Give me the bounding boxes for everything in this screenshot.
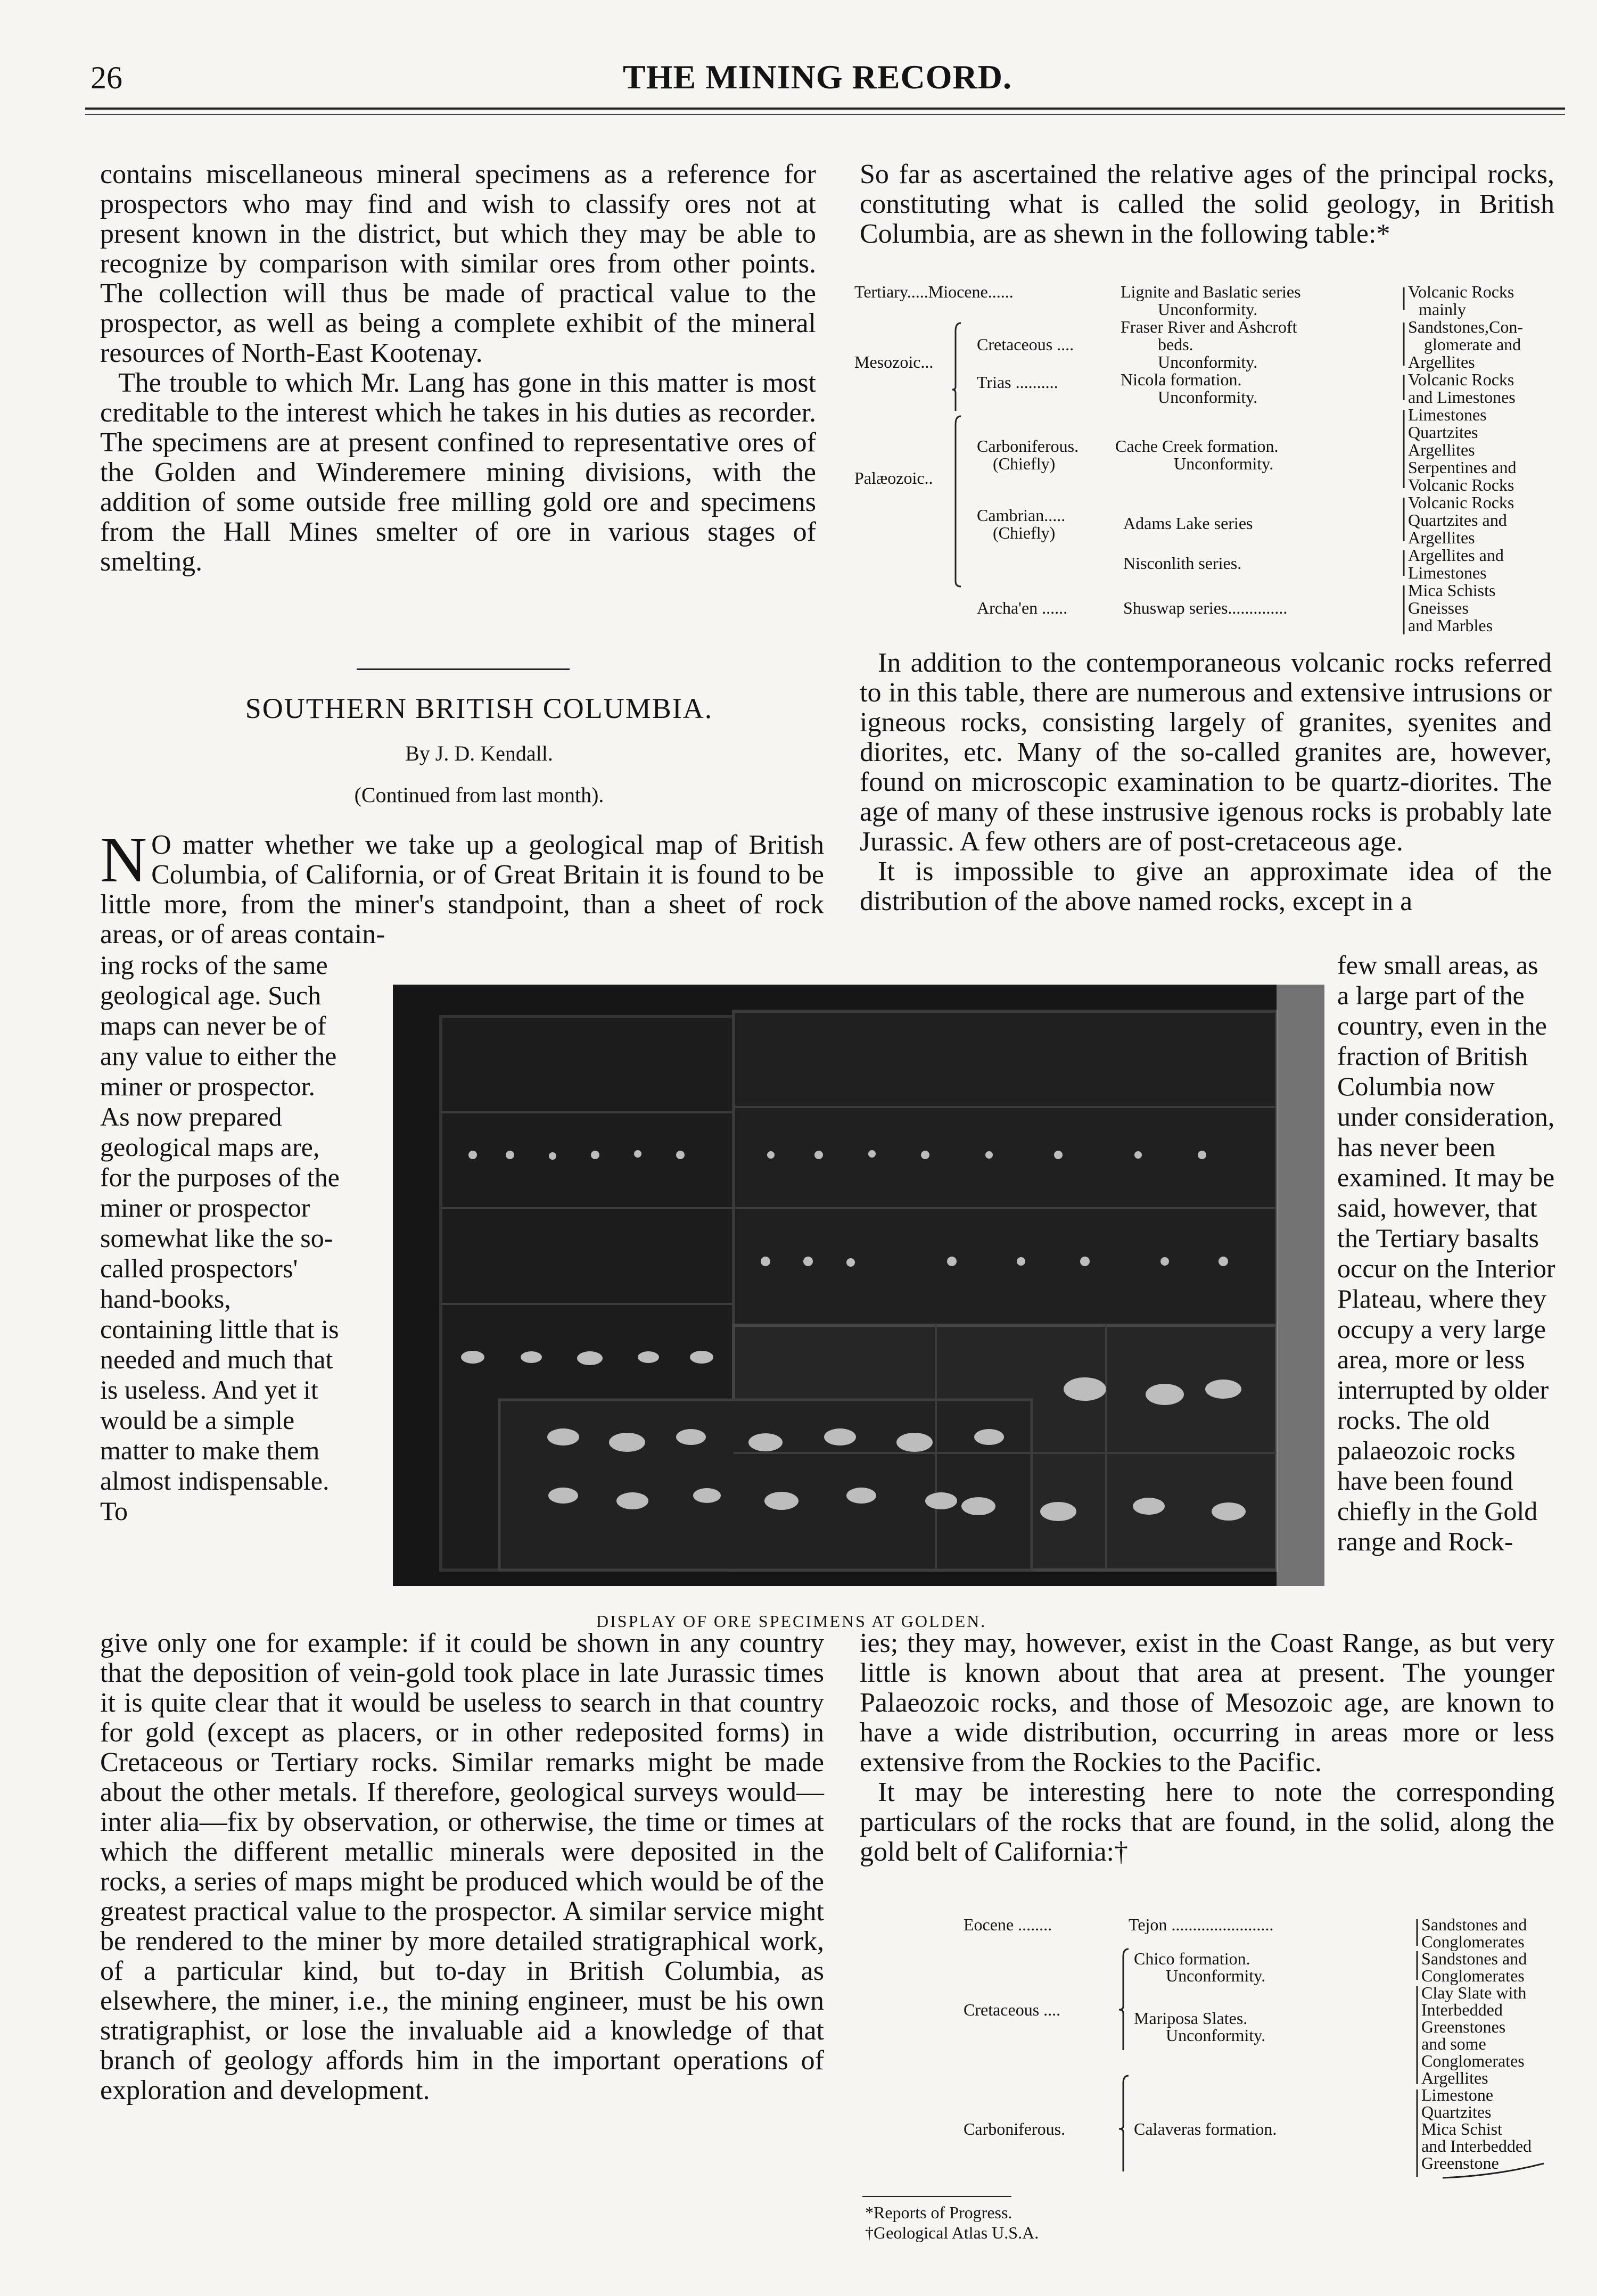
header-rule-thin <box>85 114 1565 115</box>
table-cell: Mariposa Slates. <box>1134 2009 1248 2028</box>
table-cell: Unconformity. <box>1174 454 1274 473</box>
footnote: *Reports of Progress. <box>865 2203 1012 2222</box>
table-cell: glomerate and <box>1424 335 1521 354</box>
geology-table-bc <box>854 283 1557 645</box>
table-cell: Conglomerates <box>1421 1932 1525 1951</box>
table-cell: Interbedded <box>1421 2000 1503 2019</box>
right-para-3 <box>860 1629 1554 1867</box>
paragraph: In addition to the contemporaneous volcanic rocks referred to in this table, there are numerous and extensive intrusions or igneous rocks, consisting largely of granites, syenites and diorites, etc. Many of the so-called granites are, however, found on microscopic examination to be quartz-diorites. The age of many of these instrusive igenous rocks is probably late Jurassic. A few others are of post-cretaceous age. <box>860 648 1552 857</box>
paragraph: The trouble to which Mr. Lang has gone in this matter is most creditable to the interest which he takes in his duties as recorder. The specimens are at present confined to representative ores of the Golden and Winderemere mining divisions, with the addition of some outside free milling gold ore and specimens from the Hall Mines smelter of ore in various stages of smelting. <box>100 368 816 577</box>
paragraph: It is impossible to give an approximate idea of the distribution of the above named rocks, except in a <box>860 856 1552 916</box>
table-cell: (Chiefly) <box>993 523 1056 542</box>
paragraph: It may be interesting here to note the corresponding particulars of the rocks that are found, in the solid, along the gold belt of California:† <box>860 1777 1554 1867</box>
table-cell: Conglomerates <box>1421 1966 1525 1985</box>
table-cell: Lignite and Baslatic series <box>1121 282 1301 301</box>
table-cell: Shuswap series.............. <box>1123 598 1288 617</box>
table-cell: Quartzites <box>1408 423 1478 442</box>
article-intro <box>100 824 824 949</box>
table-cell: Nicola formation. <box>1121 370 1242 389</box>
table-cell: Argellites <box>1408 440 1475 459</box>
table-cell: Unconformity. <box>1158 387 1258 407</box>
table-cell: Mesozoic... <box>854 352 934 371</box>
table-cell: Limestones <box>1408 405 1487 424</box>
table-cell: Carboniferous. <box>964 2119 1066 2138</box>
right-para-2 <box>860 648 1552 916</box>
table-cell: Mica Schist <box>1421 2119 1502 2138</box>
table-cell: Limestone <box>1421 2085 1494 2104</box>
drop-cap: N <box>100 824 147 896</box>
table-cell: Serpentines and <box>1408 458 1517 477</box>
narrow-left-column: ing rocks of the same geological age. Such maps can never be of any value to either the miner or prospector. As now prepared geological maps are, for the purposes of the miner or prospector somewhat like the so-called prospectors' hand-books, containing little that is needed and much that is useless. And yet it would be a simple matter to make them almost indispensable. To <box>100 950 340 1526</box>
table-cell: Argellites and <box>1408 546 1504 565</box>
table-brace-lines <box>964 1916 1560 2193</box>
footnotes <box>865 2202 1039 2243</box>
article-byline: By J. D. Kendall. <box>405 741 553 765</box>
left-column-top <box>100 160 816 577</box>
table-cell: Greenstone <box>1421 2153 1499 2173</box>
table-cell: Unconformity. <box>1158 300 1258 319</box>
table-cell: Sandstones and <box>1421 1949 1527 1968</box>
table-cell: Clay Slate with <box>1421 1983 1527 2002</box>
table-cell: Cache Creek formation. <box>1115 436 1279 456</box>
page-number: 26 <box>90 60 122 95</box>
table-cell: Fraser River and Ashcroft <box>1121 317 1297 336</box>
table-cell: Adams Lake series <box>1123 514 1253 533</box>
table-cell: Cretaceous .... <box>964 2000 1061 2019</box>
table-cell: Volcanic Rocks <box>1408 475 1514 494</box>
intro-text: O matter whether we take up a geological map of British Columbia, of California, or of Great Britain it is found to be little more, from the miner's standpoint, than a sheet of rock areas, or of areas contain- <box>100 830 824 949</box>
paragraph: contains miscellaneous mineral specimens as a reference for prospectors who may find and wish to classify ores not at present known in the district, but which they may be able to recognize by comparison with similar ores from other points. The collection will thus be made of practical value to the prospector, as well as being a complete exhibit of the mineral resources of North-East Kootenay. <box>100 159 816 368</box>
table-cell: Calaveras formation. <box>1134 2119 1277 2138</box>
table-cell: Limestones <box>1408 563 1487 582</box>
article-heading: SOUTHERN BRITISH COLUMBIA. <box>245 692 713 724</box>
masthead-title: THE MINING RECORD. <box>623 58 1012 96</box>
section-divider <box>357 668 570 670</box>
header-rule <box>85 108 1565 110</box>
table-cell: Mica Schists <box>1408 581 1496 600</box>
table-cell: Palæozoic.. <box>854 468 933 488</box>
table-cell: Carboniferous. <box>977 436 1079 456</box>
table-cell: Argellites <box>1408 352 1475 371</box>
table-cell: Sandstones,Con- <box>1408 317 1523 336</box>
ore-display-photo <box>393 985 1324 1586</box>
table-cell: Archa'en ...... <box>977 598 1068 617</box>
left-column-bottom: give only one for example: if it could be shown in any country that the deposition of vein-gold took place in late Jurassic times it is quite clear that it would be useless to search in that country for gold (except as placers, or in other redeposited forms) in Cretaceous or Tertiary rocks. Similar remarks might be made about the other metals. If therefore, geological surveys would—inter alia—fix by observation, or otherwise, the time or times at which the different metallic minerals were deposited in the rocks, a series of maps might be produced which would be of the greatest practical value to the prospector. A similar service might be rendered to the miner by more detailed stratigraphical work, of a particular kind, but to-day in British Columbia, as elsewhere, the miner, i.e., the mining engineer, must be his own stratigraphist, or lose the invaluable aid a knowledge of that branch of geology affords him in the important operations of exploration and development. <box>100 1628 824 2105</box>
table-cell: and Marbles <box>1408 616 1493 635</box>
table-cell: Argellites <box>1421 2068 1488 2087</box>
table-cell: Volcanic Rocks <box>1408 370 1514 389</box>
table-cell: Volcanic Rocks <box>1408 282 1514 301</box>
table-cell: Unconformity. <box>1166 1966 1266 1985</box>
table-cell: and Interbedded <box>1421 2136 1532 2155</box>
paragraph: ies; they may, however, exist in the Coast Range, as but very little is known about that area at present. The younger Palaeozoic rocks, and those of Mesozoic age, are known to have a wide distribution, occurring in areas more or less extensive from the Rockies to the Pacific. <box>860 1628 1554 1778</box>
table-cell: Nisconlith series. <box>1123 554 1242 573</box>
table-cell: Eocene ........ <box>964 1915 1052 1934</box>
table-cell: and some <box>1421 2034 1486 2053</box>
footnote-rule <box>862 2196 1011 2197</box>
table-cell: Cambrian..... <box>977 506 1066 525</box>
right-intro: So far as ascertained the relative ages of the principal rocks, constituting what is called the solid geology, in British Columbia, are as shewn in the following table:* <box>860 159 1554 249</box>
table-cell: Argellites <box>1408 528 1475 547</box>
table-brace-lines <box>854 283 1557 645</box>
table-cell: Chico formation. <box>1134 1949 1250 1968</box>
table-cell: Conglomerates <box>1421 2051 1525 2070</box>
table-cell: and Limestones <box>1408 387 1516 407</box>
table-cell: Volcanic Rocks <box>1408 493 1514 512</box>
continued-note: (Continued from last month). <box>354 783 604 807</box>
table-cell: Cretaceous .... <box>977 335 1074 354</box>
table-cell: mainly <box>1419 300 1466 319</box>
photo-illustration <box>393 985 1324 1586</box>
footnote: †Geological Atlas U.S.A. <box>865 2223 1039 2242</box>
table-cell: Trias .......... <box>977 373 1058 392</box>
table-cell: beds. <box>1158 335 1193 354</box>
table-cell: Tertiary.....Miocene...... <box>854 282 1014 301</box>
photo-caption: DISPLAY OF ORE SPECIMENS AT GOLDEN. <box>596 1612 987 1631</box>
table-cell: (Chiefly) <box>993 454 1056 473</box>
geology-table-california <box>964 1916 1560 2193</box>
table-cell: Unconformity. <box>1166 2026 1266 2045</box>
table-cell: Gneisses <box>1408 598 1469 617</box>
table-cell: Sandstones and <box>1421 1915 1527 1934</box>
table-cell: Quartzites and <box>1408 510 1507 530</box>
table-cell: Quartzites <box>1421 2102 1492 2121</box>
table-cell: Unconformity. <box>1158 352 1258 371</box>
table-cell: Greenstones <box>1421 2017 1506 2036</box>
table-cell: Tejon ........................ <box>1129 1915 1274 1934</box>
narrow-right-column: few small areas, as a large part of the country, even in the fraction of British Columbia now under consideration, has never been examined. It may be said, however, that the Tertiary basalts occur on the Interior Plateau, where they occupy a very large area, more or less interrupted by older rocks. The old palaeozoic rocks have been found chiefly in the Gold range and Rock- <box>1337 950 1555 1556</box>
